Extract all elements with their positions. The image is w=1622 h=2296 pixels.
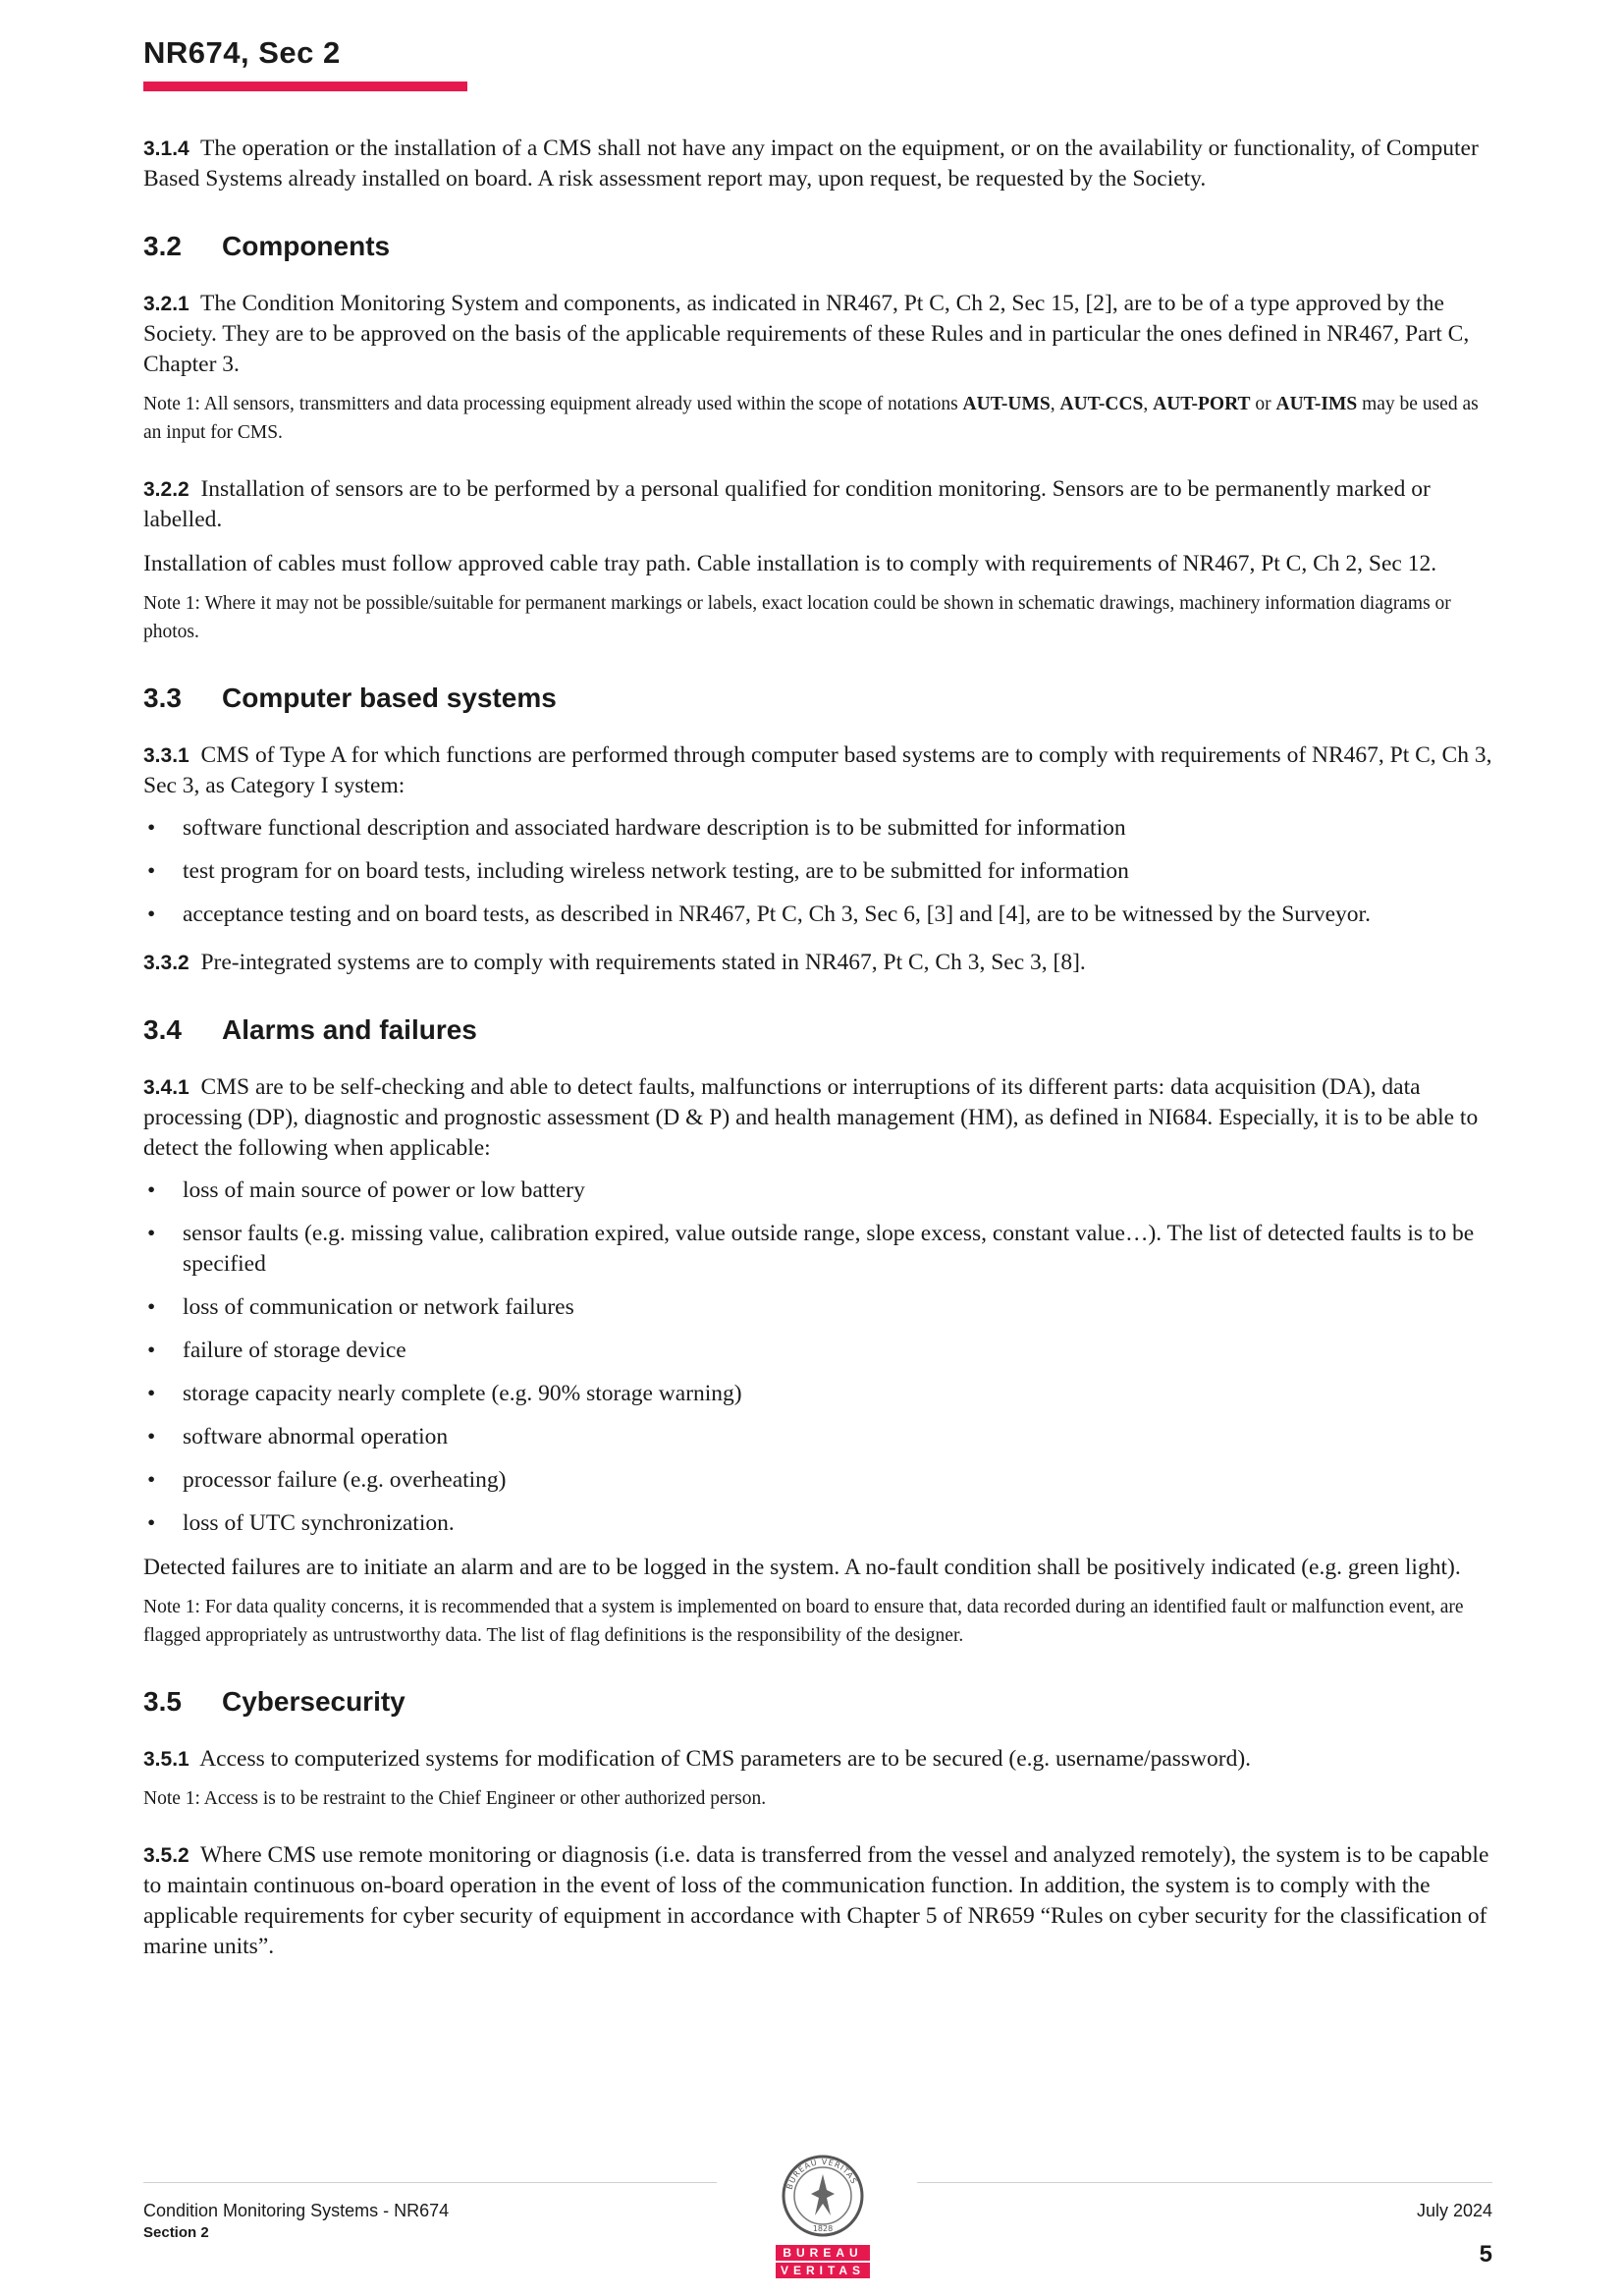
page-header-title: NR674, Sec 2 [143, 35, 341, 70]
list-item: • software abnormal operation [143, 1422, 1492, 1452]
logo-text-bureau: BUREAU [776, 2245, 870, 2261]
footer-document-title: Condition Monitoring Systems - NR674 [143, 2201, 450, 2220]
footer-rule-right [917, 2182, 1492, 2183]
paragraph-3-4-1-cont: Detected failures are to initiate an alarm and are to be logged in the system. A no-fault condition shall be positively indicated (e.g. green light). [143, 1555, 1461, 1580]
clause-number: 3.1.4 [143, 137, 189, 160]
footer-rule-left [143, 2182, 717, 2183]
list-3-4-1 [143, 1175, 1492, 1539]
clause-number: 3.2.1 [143, 293, 189, 315]
clause-number: 3.3.1 [143, 744, 189, 767]
paragraph-3-5-2 [143, 1840, 1492, 1962]
clause-number: 3.2.2 [143, 478, 189, 501]
clause-text: Where CMS use remote monitoring or diagnosis (i.e. data is transferred from the vessel and analyzed remotely), the system is to be capable to maintain continuous on-board operation in the event of loss of the communication function. In addition, the system is to comply with the applicable requirements for cyber security of equipment in accordance with Chapter 5 of NR659 “Rules on cyber security for the classification of marine units”. [143, 1842, 1489, 1959]
note-text: Note 1: All sensors, transmitters and data processing equipment already used within the scope of notations [143, 394, 963, 414]
notation: AUT-UMS [962, 394, 1051, 414]
note-3-4-1: Note 1: For data quality concerns, it is recommended that a system is implemented on board to ensure that, data recorded during an identified fault or malfunction event, are flagged appropriately as untrustworthy data. The list of flag definitions is the responsibility of the designer. [143, 1597, 1464, 1646]
footer-date: July 2024 [1416, 2201, 1492, 2220]
heading-number: 3.3 [143, 683, 182, 713]
heading-number: 3.2 [143, 231, 182, 261]
paragraph-3-2-2 [143, 474, 1492, 535]
heading-title: Computer based systems [222, 683, 557, 713]
list-item: • processor failure (e.g. overheating) [143, 1465, 1492, 1496]
clause-text: Pre-integrated systems are to comply with requirements stated in NR467, Pt C, Ch 3, Sec 3, [8]. [200, 950, 1086, 975]
clause-number: 3.4.1 [143, 1076, 189, 1099]
clause-number: 3.5.2 [143, 1844, 189, 1867]
note-sep: , [1143, 394, 1154, 414]
paragraph-3-3-1 [143, 740, 1492, 801]
notation: AUT-CCS [1059, 394, 1144, 414]
page-number: 5 [1479, 2241, 1492, 2268]
list-item: • failure of storage device [143, 1336, 1492, 1366]
list-item: • loss of main source of power or low battery [143, 1175, 1492, 1206]
clause-text: The Condition Monitoring System and components, as indicated in NR467, Pt C, Ch 2, Sec 15, [2], are to be of a type approved by the Society. They are to be approved on the basis of the applicable requirements of these Rules and in particular the ones defined in NR467, Part C, Chapter 3. [143, 291, 1470, 377]
list-item: • loss of communication or network failures [143, 1292, 1492, 1323]
notation: AUT-PORT [1153, 394, 1251, 414]
clause-number: 3.3.2 [143, 952, 189, 974]
section-heading-3-4 [143, 1013, 1492, 1047]
note-sep: or [1250, 394, 1276, 414]
notation: AUT-IMS [1275, 394, 1358, 414]
note-sep: , [1050, 394, 1060, 414]
paragraph-3-3-2 [143, 948, 1492, 978]
note-3-5-1: Note 1: Access is to be restraint to the Chief Engineer or other authorized person. [143, 1788, 767, 1809]
heading-number: 3.5 [143, 1686, 182, 1717]
clause-text: Access to computerized systems for modification of CMS parameters are to be secured (e.g. username/password). [199, 1746, 1252, 1772]
list-item: • storage capacity nearly complete (e.g. 90% storage warning) [143, 1379, 1492, 1409]
footer-section: Section 2 [143, 2224, 209, 2241]
logo-text-veritas: VERITAS [776, 2263, 870, 2278]
section-heading-3-5 [143, 1685, 1492, 1719]
paragraph-3-2-1 [143, 289, 1492, 380]
list-item: • loss of UTC synchronization. [143, 1508, 1492, 1539]
paragraph-3-1-4 [143, 134, 1492, 194]
seal-icon [776, 2151, 870, 2241]
clause-number: 3.5.1 [143, 1748, 189, 1771]
clause-text: CMS of Type A for which functions are performed through computer based systems are to comply with requirements of NR467, Pt C, Ch 3, Sec 3, as Category I system: [143, 742, 1492, 798]
section-heading-3-3 [143, 682, 1492, 715]
section-heading-3-2 [143, 230, 1492, 263]
svg-text:BUREAU VERITAS: BUREAU VERITAS [784, 2157, 859, 2191]
list-item: • sensor faults (e.g. missing value, calibration expired, value outside range, slope excess, constant value…). The list of detected faults is to be specified [143, 1219, 1492, 1280]
paragraph-3-2-2-cont: Installation of cables must follow approved cable tray path. Cable installation is to comply with requirements of NR467, Pt C, Ch 2, Sec 12. [143, 551, 1437, 576]
heading-title: Components [222, 231, 391, 261]
paragraph-3-5-1 [143, 1744, 1492, 1775]
bureau-veritas-logo [776, 2151, 870, 2278]
heading-title: Cybersecurity [222, 1686, 406, 1717]
note-3-2-1 [143, 390, 1492, 447]
note-3-2-2: Note 1: Where it may not be possible/suitable for permanent markings or labels, exact location could be shown in schematic drawings, machinery information diagrams or photos. [143, 593, 1451, 642]
clause-text: The operation or the installation of a CMS shall not have any impact on the equipment, or on the availability or functionality, of Computer Based Systems already installed on board. A risk assessment report may, upon request, be requested by the Society. [143, 136, 1479, 191]
clause-text: Installation of sensors are to be performed by a personal qualified for condition monitoring. Sensors are to be permanently marked or labelled. [143, 476, 1431, 532]
list-item: • software functional description and associated hardware description is to be submitted for information [143, 813, 1492, 844]
note-text: may be used as an input for CMS. [143, 394, 1479, 443]
clause-text: CMS are to be self-checking and able to detect faults, malfunctions or interruptions of its different parts: data acquisition (DA), data processing (DP), diagnostic and prognostic assessment (D & P) and health management (HM), as defined in NI684. Especially, it is to be able to detect the following when applicable: [143, 1074, 1479, 1161]
list-item: • acceptance testing and on board tests, as described in NR467, Pt C, Ch 3, Sec 6, [3] and [4], are to be witnessed by the Surveyor. [143, 900, 1492, 930]
heading-title: Alarms and failures [222, 1014, 477, 1045]
svg-text:1828: 1828 [812, 2224, 834, 2233]
document-body [143, 134, 1492, 1976]
list-3-3-1 [143, 813, 1492, 930]
header-accent-bar [143, 82, 467, 91]
list-item: • test program for on board tests, including wireless network testing, are to be submitted for information [143, 856, 1492, 887]
paragraph-3-4-1 [143, 1072, 1492, 1164]
heading-number: 3.4 [143, 1014, 182, 1045]
